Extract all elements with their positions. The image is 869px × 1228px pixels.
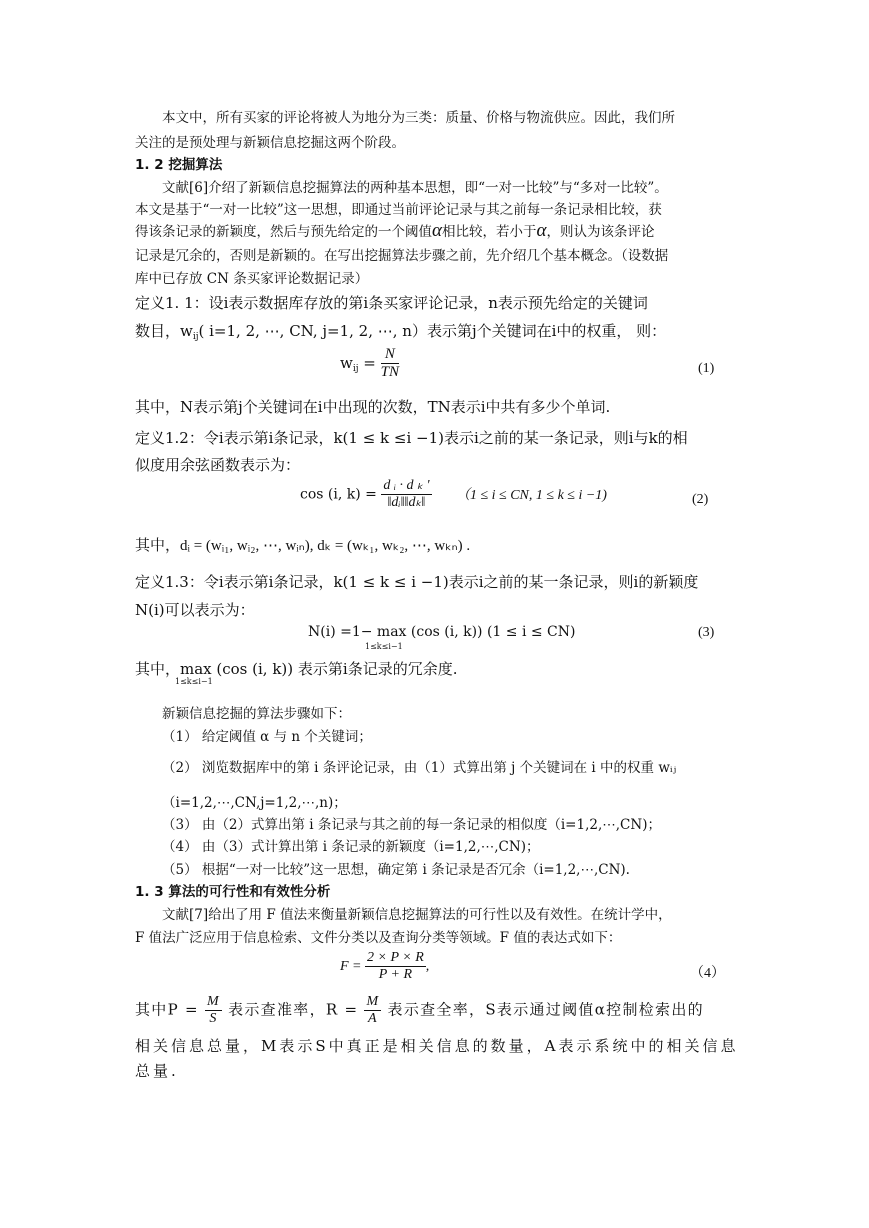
formula-4-lhs: F = — [340, 958, 362, 974]
def3-note-text: 其中，max (cos (i, k)) 表示第i条记录的冗余度. — [135, 660, 458, 678]
recall-fraction — [364, 994, 381, 1027]
formula-1-eq: = — [363, 353, 376, 372]
steps-intro: 新颖信息挖掘的算法步骤如下： — [162, 706, 351, 722]
def2-line-2: 似度用余弦函数表示为： — [135, 456, 301, 474]
formula-2-fraction — [381, 478, 431, 511]
formula-1-sub: ij — [352, 363, 359, 374]
def1-subscript: ij — [192, 332, 199, 342]
def1-text-a: 数目，w — [135, 322, 193, 340]
formula-1-numerator: N — [381, 346, 399, 364]
formula-3 — [308, 624, 576, 651]
section-1-3-text-2: 相关信息总量，M表示S中真正是相关信息的数量，A表示系统中的相关信息 — [135, 1037, 739, 1055]
def3-note — [135, 658, 458, 686]
def1-line-2 — [135, 320, 666, 342]
formula-2-denominator: ‖dᵢ‖‖dₖ‖ — [387, 495, 426, 511]
precision-fraction — [205, 994, 222, 1027]
alpha-symbol: α — [432, 220, 442, 241]
formula-2-condition: （1 ≤ i ≤ CN, 1 ≤ k ≤ i −1) — [455, 487, 607, 503]
formula-2 — [300, 478, 607, 511]
section-1-3-heading: 1. 3 算法的可行性和有效性分析 — [135, 884, 331, 900]
def1-text-b: ( i=1, 2, ⋯, CN, j=1, 2, ⋯, n）表示第j个关键词在i中的权重， 则： — [198, 322, 667, 340]
def2-line-1: 定义1.2：令i表示第i条记录，k(1 ≤ k ≤i −1)表示i之前的某一条记录，则i与k的相 — [135, 429, 688, 447]
alpha-symbol: α — [536, 220, 547, 241]
section-1-2-line-3 — [135, 220, 654, 242]
step-4: （4） 由（3）式计算出第 i 条记录的新颖度（i=1,2,⋯,CN)； — [162, 839, 540, 855]
line-3-end: ，则认为该条评论 — [546, 224, 655, 240]
equation-number-4: （4） — [690, 966, 725, 981]
precision-denominator: S — [209, 1011, 218, 1027]
section-1-3-text-1 — [135, 994, 704, 1027]
def3-line-2: N(i)可以表示为： — [135, 601, 255, 619]
formula-1 — [340, 346, 399, 382]
section-1-2-line-1: 文献[6]介绍了新颖信息挖掘算法的两种基本思想，即“一对一比较”与“多对一比较”。 — [162, 180, 668, 196]
def2-note: 其中，dᵢ = (wᵢ₁, wᵢ₂, ⋯, wᵢₙ), dₖ = (wₖ₁, wₖ₂, ⋯, wₖₙ) . — [135, 538, 471, 554]
formula-4-denominator: P + R — [378, 967, 413, 983]
def1-line-1: 定义1. 1：设i表示数据库存放的第i条买家评论记录，n表示预先给定的关键词 — [135, 294, 648, 312]
text-1-c: 表示查全率，S表示通过阈值α控制检索出的 — [387, 1000, 704, 1019]
intro-line-2: 关注的是预处理与新颖信息挖掘这两个阶段。 — [135, 135, 405, 151]
section-1-2-heading: 1. 2 挖掘算法 — [135, 157, 223, 173]
def1-note: 其中，N表示第j个关键词在i中出现的次数，TN表示i中共有多少个单词. — [135, 398, 611, 416]
def3-line-1: 定义1.3：令i表示第i条记录，k(1 ≤ k ≤ i −1)表示i之前的某一条记录，则i的新颖度 — [135, 573, 699, 591]
formula-4 — [340, 950, 429, 983]
section-1-3-line-2: F 值法广泛应用于信息检索、文件分类以及查询分类等领域。F 值的表达式如下： — [135, 930, 622, 946]
step-1: （1） 给定阈值 α 与 n 个关键词； — [162, 729, 372, 745]
recall-denominator: A — [368, 1011, 378, 1027]
step-2: （2） 浏览数据库中的第 i 条评论记录，由（1）式算出第 j 个关键词在 i 中的权重 wᵢⱼ — [162, 760, 677, 776]
formula-4-fraction — [365, 950, 426, 983]
intro-line-1: 本文中，所有买家的评论将被人为地分为三类：质量、价格与物流供应。因此，我们所 — [162, 110, 675, 126]
text-1-b: 表示查准率，R = — [228, 1000, 359, 1019]
formula-1-fraction — [381, 346, 399, 382]
section-1-2-line-5: 库中已存放 CN 条买家评论数据记录） — [135, 271, 369, 287]
equation-number-2: (2) — [692, 492, 709, 507]
section-1-2-line-2: 本文是基于“一对一比较”这一思想，即通过当前评论记录与其之前每一条记录相比较，获 — [135, 202, 662, 218]
section-1-3-line-1: 文献[7]给出了用 F 值法来衡量新颖信息挖掘算法的可行性以及有效性。在统计学中， — [162, 907, 672, 923]
recall-numerator: M — [364, 994, 381, 1011]
formula-1-denominator: TN — [380, 364, 400, 381]
section-1-2-line-4: 记录是冗余的，否则是新颖的。在写出挖掘算法步骤之前，先介绍几个基本概念。（设数据 — [135, 248, 669, 264]
precision-numerator: M — [205, 994, 222, 1011]
step-2-cont: （i=1,2,⋯,CN,j=1,2,⋯,n)； — [162, 795, 347, 811]
line-3-start: 得该条记录的新颖度，然后与预先给定的一个阈值 — [135, 224, 432, 240]
formula-2-lhs: cos (i, k) = — [300, 486, 377, 503]
line-3-mid: 相比较，若小于 — [441, 224, 537, 240]
formula-4-numerator: 2 × P × R — [365, 950, 426, 967]
step-5: （5） 根据“一对一比较”这一思想，确定第 i 条记录是否冗余（i=1,2,⋯,CN). — [162, 862, 630, 878]
def3-note-subscript: 1≤k≤i−1 — [175, 677, 213, 686]
section-1-3-text-3: 总量. — [135, 1062, 179, 1080]
equation-number-3: (3) — [698, 625, 715, 640]
formula-1-lhs: w — [340, 353, 353, 372]
text-1-a: 其中P = — [135, 1000, 199, 1019]
formula-2-numerator: d ᵢ · d ₖ ' — [381, 478, 431, 495]
formula-4-tail: , — [425, 958, 430, 974]
formula-3-max-subscript: 1≤k≤i−1 — [365, 642, 403, 651]
step-3: （3） 由（2）式算出第 i 条记录与其之前的每一条记录的相似度（i=1,2,⋯,CN)； — [162, 817, 661, 833]
formula-3-body: N(i) =1− max (cos (i, k)) (1 ≤ i ≤ CN) — [308, 624, 576, 640]
equation-number-1: (1) — [698, 361, 715, 376]
